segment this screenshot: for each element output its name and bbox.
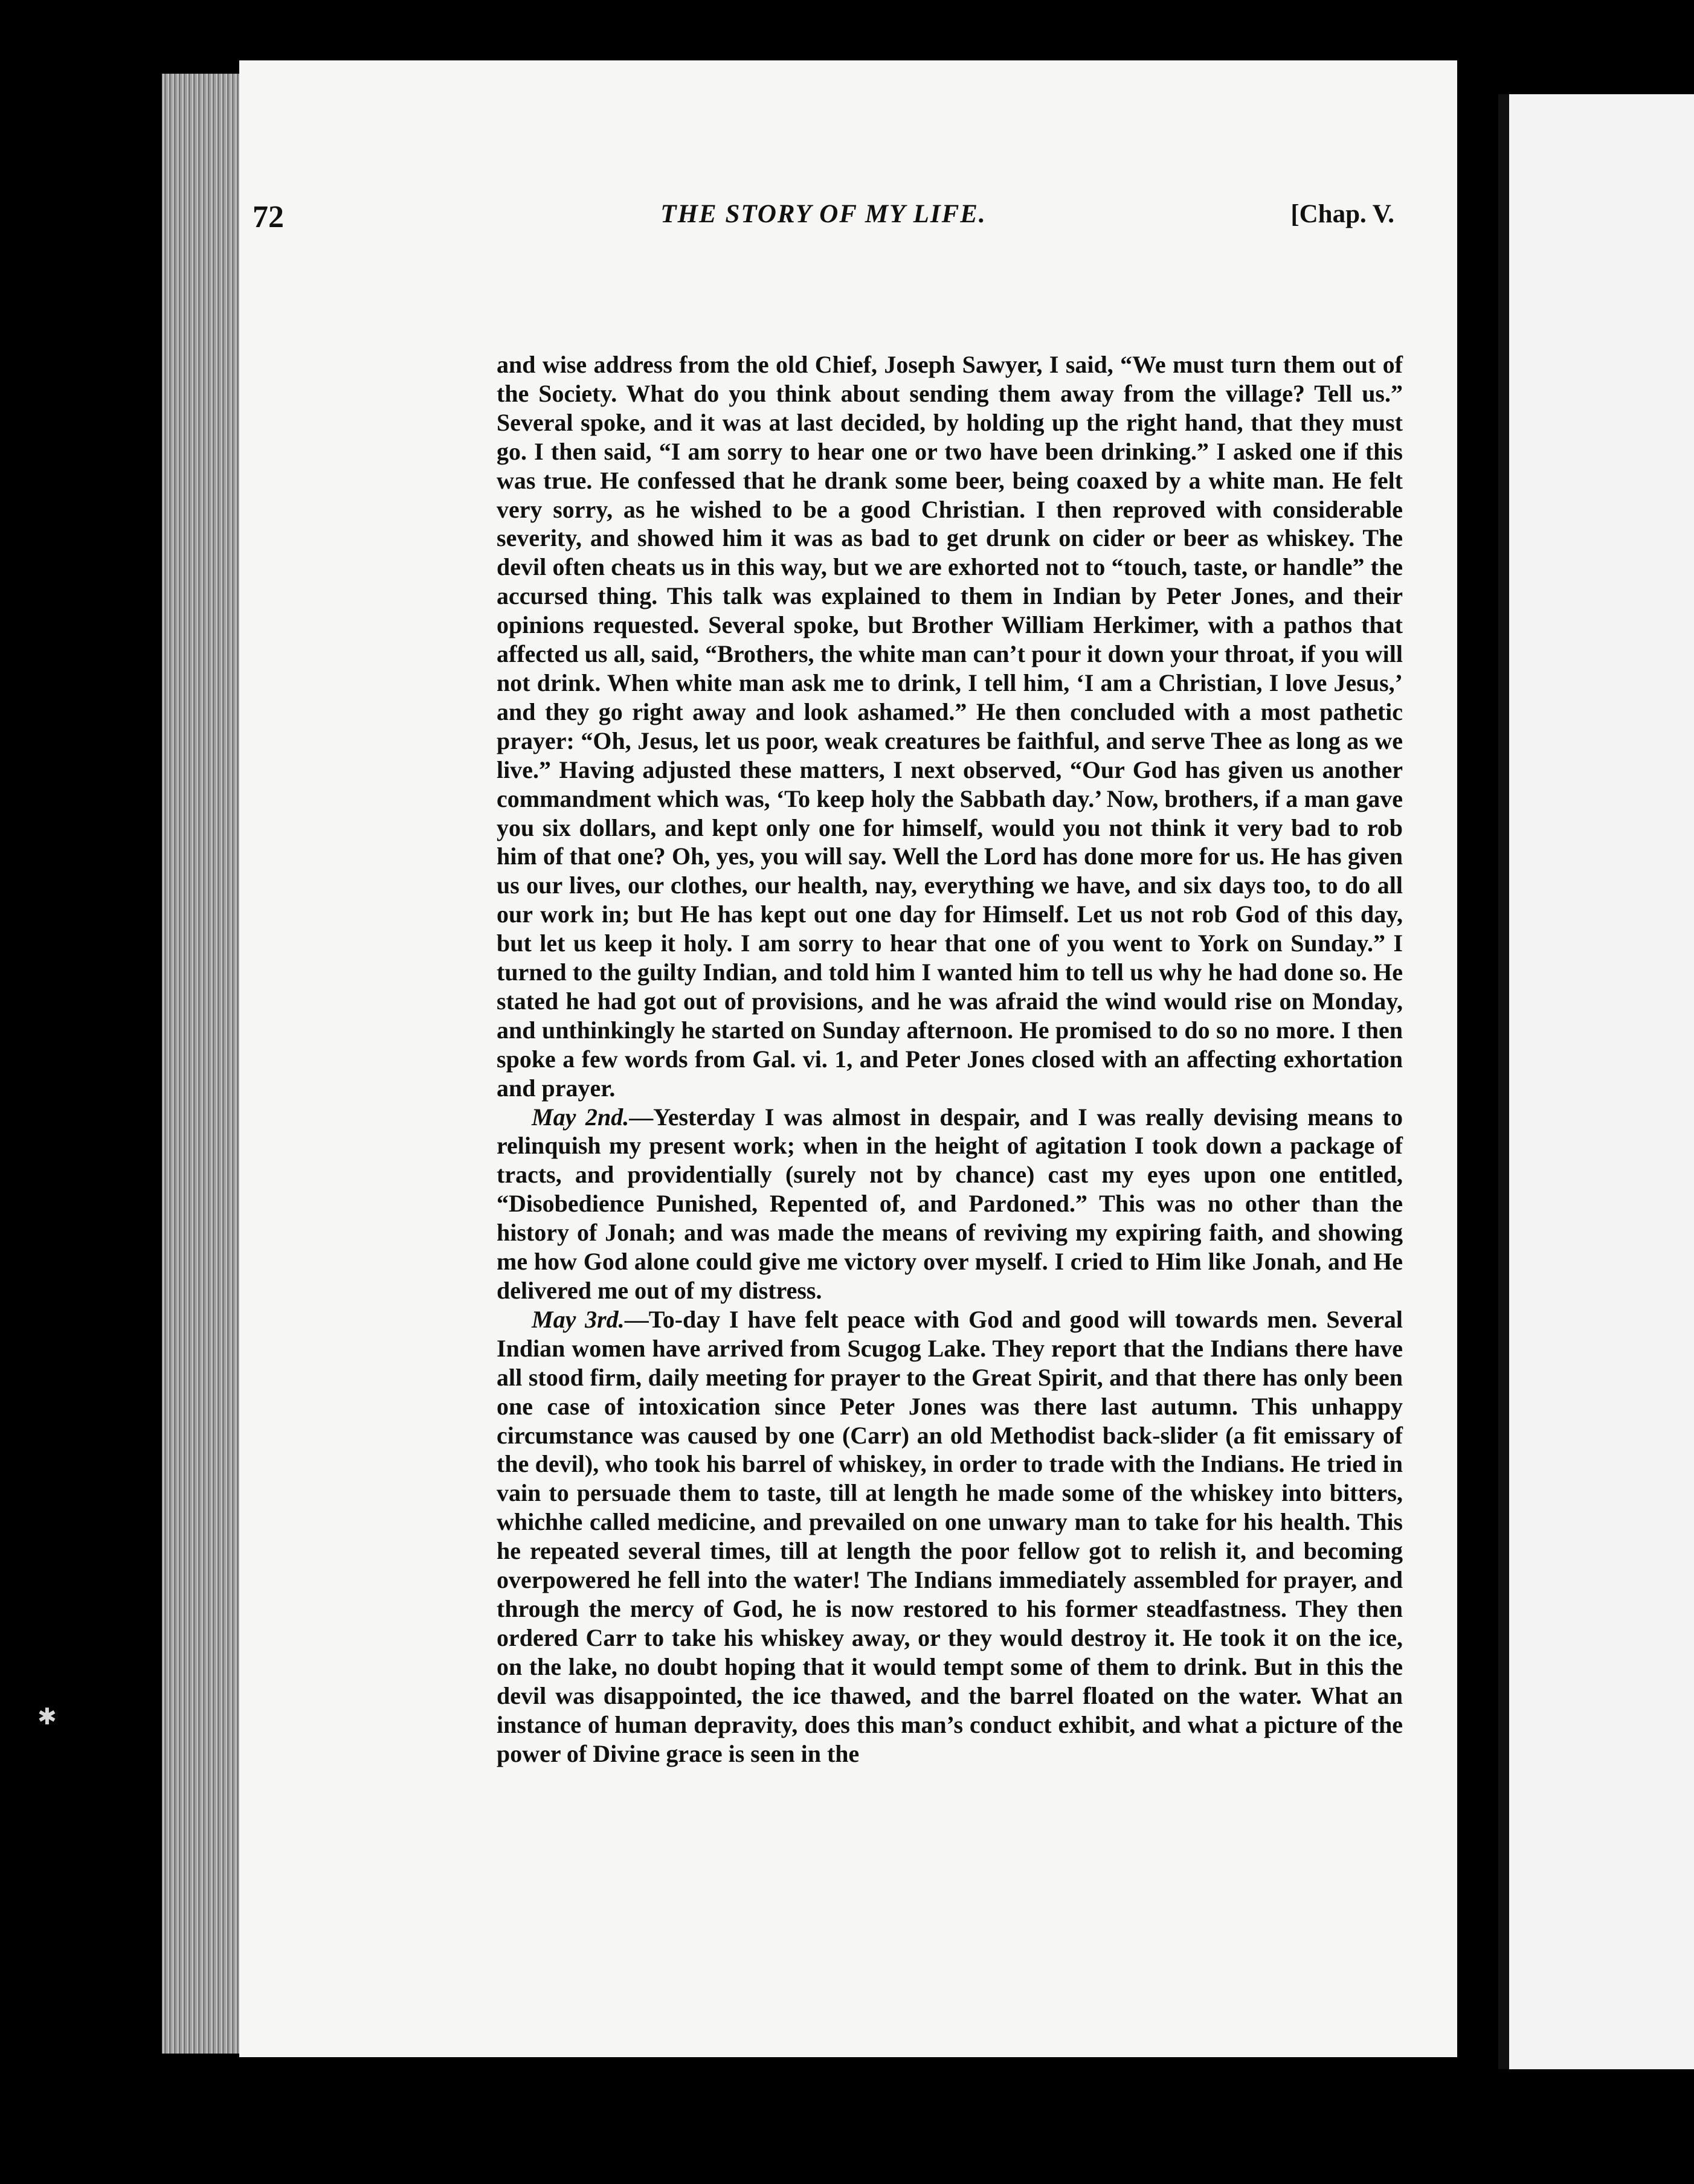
page-number: 72 [253,200,284,234]
scan-mark: ✱ [37,1703,57,1730]
chapter-label: [Chap. V. [1290,200,1394,228]
paragraph-2 [497,1103,1403,1305]
paragraph-text: —Yesterday I was almost in despair, and I was really devising means to relinquish my present work; when in the height of agitation I took down a package of tracts, and providentially (surely not by chance) cast my eyes upon one entitled, “Disobedience Punished, Repented of, and Pardoned.” This was no other than the history of Jonah; and was made the means of reviving my expiring faith, and showing me how God alone could give me victory over myself. I cried to Him like Jonah, and He delivered me out of my distress. [497,1103,1403,1304]
paragraph-text: —To-day I have felt peace with God and good will towards men. Several Indian women have arrived from Scugog Lake. They report that the Indians there have all stood firm, daily meeting for prayer to the Great Spirit, and that there has only been one case of intoxication since Peter Jones was there last autumn. This unhappy circumstance was caused by one (Carr) an old Methodist back-slider (a fit emissary of the devil), who took his barrel of whiskey, in order to trade with the Indians. He tried in vain to persuade them to taste, till at length he made some of the whiskey into bitters, whichhe called medicine, and prevailed on one unwary man to take for his health. This he repeated several times, till at length the poor fellow got to relish it, and becoming overpowered he fell into the water! The Indians immediately assembled for prayer, and through the mercy of God, he is now restored to his former steadfastness. They then ordered Carr to take his whiskey away, or they would destroy it. He took it on the ice, on the lake, no doubt hoping that it would tempt some of them to drink. But in this the devil was disappointed, the ice thawed, and the barrel floated on the water. What an instance of human depravity, does this man’s conduct exhibit, and what a picture of the power of Divine grace is seen in the [497,1305,1403,1767]
facing-page-edge [1498,94,1694,2069]
paragraph-3 [497,1305,1403,1768]
paragraph-1 [497,350,1403,1103]
main-text [497,350,1403,1768]
page-header [253,199,1394,260]
entry-date: May 2nd. [532,1103,630,1131]
paragraph-text: and wise address from the old Chief, Joseph Sawyer, I said, “We must turn them out of the Society. What do you think about sending them away from the village? Tell us.” Several spoke, and it was at last decided, by holding up the right hand, that they must go. I then said, “I am sorry to hear one or two have been drinking.” I asked one if this was true. He confessed that he drank some beer, being coaxed by a white man. He felt very sorry, as he wished to be a good Christian. I then reproved with considerable severity, and showed him it was as bad to get drunk on cider or beer as whiskey. The devil often cheats us in this way, but we are exhorted not to “touch, taste, or handle” the accursed thing. This talk was explained to them in Indian by Peter Jones, and their opinions requested. Several spoke, but Brother William Herkimer, with a pathos that affected us all, said, “Brothers, the white man can’t pour it down your throat, if you will not drink. When white man ask me to drink, I tell him, ‘I am a Christian, I love Jesus,’ and they go right away and look ashamed.” He then concluded with a most pathetic prayer: “Oh, Jesus, let us poor, weak creatures be faithful, and serve Thee as long as we live.” Having adjusted these matters, I next observed, “Our God has given us another commandment which was, ‘To keep holy the Sabbath day.’ Now, brothers, if a man gave you six dollars, and kept only one for himself, would you not think it very bad to rob him of that one? Oh, yes, you will say. Well the Lord has done more for us. He has given us our lives, our clothes, our health, nay, everything we have, and six days too, to do all our work in; but He has kept out one day for Himself. Let us not rob God of this day, but let us keep it holy. I am sorry to hear that one of you went to York on Sunday.” I turned to the guilty Indian, and told him I wanted him to tell us why he had done so. He stated he had got out of provisions, and he was afraid the wind would rise on Monday, and unthinkingly he started on Sunday afternoon. He promised to do so no more. I then spoke a few words from Gal. vi. 1, and Peter Jones closed with an affecting exhortation and prayer. [497,351,1403,1102]
entry-date: May 3rd. [532,1305,625,1333]
running-title: THE STORY OF MY LIFE. [660,200,987,228]
book-page-edge [162,74,242,2054]
